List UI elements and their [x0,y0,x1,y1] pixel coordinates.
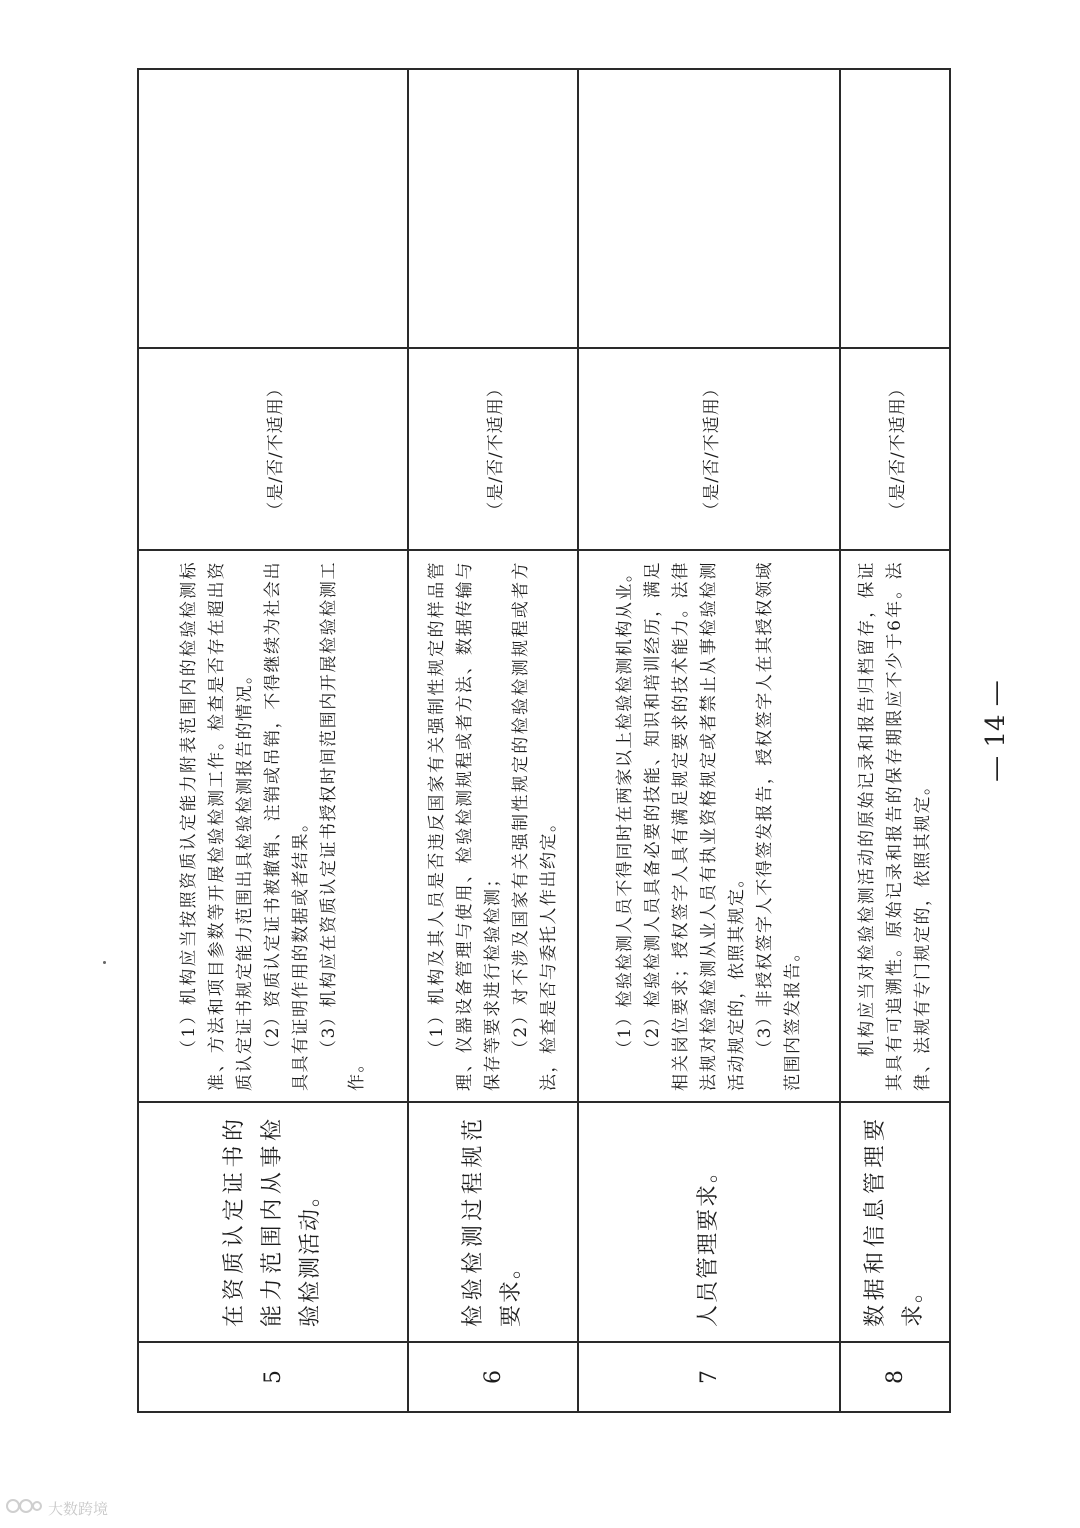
result-cell: （是/否/不适用） [138,348,408,550]
row-number: 7 [578,1342,840,1412]
note-cell [578,69,840,348]
content-paragraph: （2）资质认定证书被撤销、注销或吊销，不得继续为社会出具具有证明作用的数据或者结果。 [263,561,311,1091]
item-cell: 数据和信息管理要求。 [840,1102,950,1342]
content-cell [840,550,950,1102]
result-cell: （是/否/不适用） [408,348,578,550]
row-number: 8 [840,1342,950,1412]
page-number: — 14 — [981,680,1011,782]
result-cell: （是/否/不适用） [578,348,840,550]
table-row [408,69,578,1412]
content-paragraph: （1）检验检测人员不得同时在两家以上检验检测机构从业。 [615,563,635,1057]
content-cell [578,550,840,1102]
watermark [4,1494,108,1522]
content-paragraph: （2）检验检测人员具备必要的技能、知识和培训经历，满足相关岗位要求；授权签字人具有满足规定要求的技术能力。法律法规对检验检测从业人员有执业资格规定或者禁止从事检验检测活动规定的，依照其规定。 [643,561,747,1091]
content-paragraph: （1）机构及其人员是否违反国家有关强制性规定的样品管理、仪器设备管理与使用、检验检测规程或者方法、数据传输与保存等要求进行检验检测； [427,561,503,1091]
item-cell: 检验检测过程规范要求。 [408,1102,578,1342]
watermark-logo-icon [4,1496,48,1520]
content-paragraph: （2）对不涉及国家有关强制性规定的检验检测规程或者方法，检查是否与委托人作出约定。 [511,561,559,1091]
table-row [138,69,408,1412]
row-number: 6 [408,1342,578,1412]
table-row [578,69,840,1412]
note-cell [408,69,578,348]
table-row [840,69,950,1412]
scan-speck [103,961,106,964]
note-cell [138,69,408,348]
watermark-text: 大数跨境 [48,1499,109,1518]
content-paragraph: （3）非授权签字人不得签发报告，授权签字人在其授权领域范围内签发报告。 [755,561,803,1091]
note-cell [840,69,950,348]
rotated-table-area [137,128,949,1413]
content-cell [408,550,578,1102]
content-cell [138,550,408,1102]
result-cell: （是/否/不适用） [840,348,950,550]
inspection-table [137,68,951,1413]
content-paragraph: （1）机构应当按照资质认定能力附表范围内的检验检测标准、方法和项目参数等开展检验检测工作。检查是否存在超出资质认定证书规定能力范围出具检验检测报告的情况。 [179,561,255,1091]
content-paragraph: 机构应当对检验检测活动的原始记录和报告归档留存，保证其具有可追溯性。原始记录和报告的保存期限应不少于6年。法律、法规有专门规定的，依照其规定。 [857,561,933,1091]
item-cell: 人员管理要求。 [578,1102,840,1342]
content-paragraph: （3）机构应在资质认定证书授权时间范围内开展检验检测工作。 [319,561,367,1091]
item-cell: 在资质认定证书的能力范围内从事检验检测活动。 [138,1102,408,1342]
row-number: 5 [138,1342,408,1412]
